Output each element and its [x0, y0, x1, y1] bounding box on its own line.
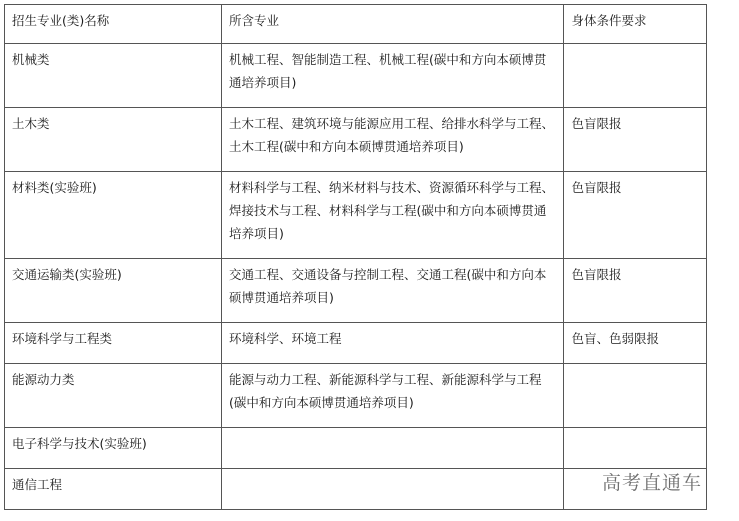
- row-majors: [221, 469, 563, 510]
- row-requirements: 色盲限报: [564, 259, 707, 323]
- row-requirements: 色盲限报: [564, 108, 707, 172]
- row-requirements: [564, 428, 707, 469]
- row-majors: 能源与动力工程、新能源科学与工程、新能源科学与工程(碳中和方向本硕博贯通培养项目): [221, 364, 563, 428]
- table-row: [5, 108, 707, 172]
- table-row: [5, 428, 707, 469]
- row-name: 土木类: [5, 108, 222, 172]
- row-name: 环境科学与工程类: [5, 323, 222, 364]
- row-majors: 交通工程、交通设备与控制工程、交通工程(碳中和方向本硕博贯通培养项目): [221, 259, 563, 323]
- header-majors: 所含专业: [221, 5, 563, 44]
- row-requirements: 色盲、色弱限报: [564, 323, 707, 364]
- row-requirements: [564, 44, 707, 108]
- watermark: 高考直通车: [602, 472, 703, 494]
- table-row: [5, 172, 707, 259]
- table-row: [5, 259, 707, 323]
- row-name: 交通运输类(实验班): [5, 259, 222, 323]
- table-row: [5, 364, 707, 428]
- row-name: 材料类(实验班): [5, 172, 222, 259]
- row-majors: 材料科学与工程、纳米材料与技术、资源循环科学与工程、焊接技术与工程、材料科学与工程(碳中和方向本硕博贯通培养项目): [221, 172, 563, 259]
- table-row: [5, 44, 707, 108]
- row-requirements: 色盲限报: [564, 172, 707, 259]
- row-requirements: [564, 364, 707, 428]
- header-name: 招生专业(类)名称: [5, 5, 222, 44]
- row-name: 通信工程: [5, 469, 222, 510]
- row-name: 机械类: [5, 44, 222, 108]
- row-majors: 环境科学、环境工程: [221, 323, 563, 364]
- row-majors: 机械工程、智能制造工程、机械工程(碳中和方向本硕博贯通培养项目): [221, 44, 563, 108]
- header-requirements: 身体条件要求: [564, 5, 707, 44]
- table-row: [5, 323, 707, 364]
- majors-table: [4, 4, 707, 510]
- row-name: 电子科学与技术(实验班): [5, 428, 222, 469]
- row-majors: 土木工程、建筑环境与能源应用工程、给排水科学与工程、土木工程(碳中和方向本硕博贯通培养项目): [221, 108, 563, 172]
- row-majors: [221, 428, 563, 469]
- row-name: 能源动力类: [5, 364, 222, 428]
- table-header-row: [5, 5, 707, 44]
